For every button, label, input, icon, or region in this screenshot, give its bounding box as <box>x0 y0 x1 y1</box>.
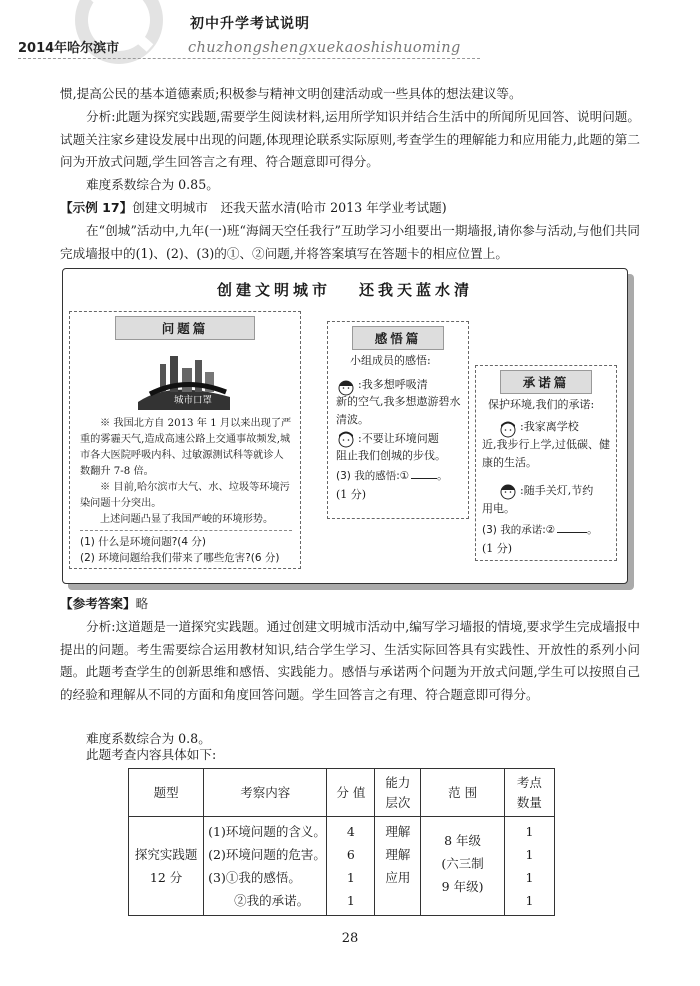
promise-intro: 保护环境,我们的承诺: <box>488 398 595 411</box>
header-divider <box>18 58 480 59</box>
example-source: (哈市 2013 年学业考试题) <box>296 200 447 215</box>
panel-promise <box>475 365 617 561</box>
panel-promise-heading: 承诺篇 <box>500 370 592 394</box>
girl-face-icon <box>498 480 518 502</box>
problem-text-2: ※ 目前,哈尔滨市大气、水、垃圾等环境污染问题十分突出。 <box>80 482 290 509</box>
poster-title-left: 创建文明城市 <box>216 281 331 299</box>
cell-level <box>375 817 421 916</box>
panel-feeling <box>327 321 469 519</box>
problem-questions <box>80 530 292 566</box>
cell-score <box>327 817 375 916</box>
type-line-2: 12 分 <box>149 870 183 885</box>
feeling-answer-blank[interactable] <box>411 478 437 479</box>
th-count-1: 考点 <box>516 774 542 790</box>
th-count <box>504 769 554 817</box>
intro-line: 惯,提高公民的基本道德素质;积极参与精神文明创建活动或一些具体的想法建议等。 <box>60 86 522 101</box>
th-scope: 范 围 <box>421 769 505 817</box>
promise-question: (3) 我的承诺:② 。 <box>482 524 598 536</box>
promise-statement-2-lead: :随手关灯,节约 <box>520 484 594 497</box>
panel-problem-heading: 问题篇 <box>115 316 255 340</box>
th-type: 题型 <box>129 769 204 817</box>
table-intro: 此题考查内容具体如下: <box>86 747 217 762</box>
table-row <box>129 817 555 916</box>
promise-statement-1-rest: 近,我步行上学,过低碳、健康的生活。 <box>482 438 610 469</box>
score-item: 1 <box>346 893 355 908</box>
example-prompt: 在“创城”活动中,九年(一)班“海阔天空任我行”互助学习小组要出一期墙报,请你参与活动,与他们共同完成墙报中的(1)、(2)、(3)的①、②问题,并将答案填写在答题卡的相应位置上。 <box>60 223 640 261</box>
th-level-1: 能力 <box>385 774 411 790</box>
count-item: 1 <box>525 847 534 862</box>
feeling-question-label: (3) 我的感悟:① <box>336 470 410 482</box>
panel-feeling-heading: 感悟篇 <box>352 326 444 350</box>
feeling-score: (1 分) <box>336 488 367 501</box>
example-heading <box>60 197 640 220</box>
table-header-row <box>129 769 555 817</box>
cell-content <box>204 817 327 916</box>
content-item: (3)①我的感悟。 <box>208 870 301 885</box>
th-content: 考察内容 <box>204 769 327 817</box>
level-item: 应用 <box>385 870 411 885</box>
feeling-question: (3) 我的感悟:① 。 <box>336 470 448 482</box>
answer-difficulty: 难度系数综合为 0.8。 <box>86 731 211 746</box>
score-item: 1 <box>346 870 355 885</box>
answer-analysis: 分析:这道题是一道探究实践题。通过创建文明城市活动中,编写学习墙报的情境,要求学生完成墙报中提出的问题。考生需要综合运用教材知识,结合学生学习、生活实际回答具有实践性、开放性的系列小问题。此题考查学生的创新思维和感悟、实践能力。感悟与承诺两个问题为开放式问题,学生可以按照自己的经验和理解从不同的方面和角度回答问题。学生回答言之有理、符合题意即可得分。 <box>60 619 640 702</box>
answer-head: 【参考答案】 <box>60 596 136 611</box>
promise-score: (1 分) <box>482 542 513 555</box>
problem-text: ※ 我国北方自 2013 年 1 月以来出现了严重的雾霾天气,造成高速公路上交通事故频发,城市各大医院呼吸内科、过敏源测试科等就诊人数翻升 7-8 倍。 <box>80 418 292 477</box>
answer-line <box>60 593 640 616</box>
intro-difficulty: 难度系数综合为 0.85。 <box>86 177 219 192</box>
count-item: 1 <box>525 893 534 908</box>
problem-question-2: (2) 环境问题给我们带来了哪些危害?(6 分) <box>80 552 280 564</box>
intro-analysis: 分析:此题为探究实践题,需要学生阅读材料,运用所学知识并结合生活中的所闻所见回答、说明问题。试题关注家乡建设发展中出现的问题,体现理论联系实际原则,考查学生的理解能力和应用能力,此题的第二问为开放式问题,学生回答言之有理、符合题意即可得分。 <box>60 109 640 169</box>
feeling-statement-2-rest: 阻止我们创城的步伐。 <box>336 449 446 462</box>
header-title: 初中升学考试说明 <box>190 16 310 32</box>
wall-poster <box>62 268 628 584</box>
content-item: (2)环境问题的危害。 <box>208 847 326 862</box>
level-item: 理解 <box>385 847 411 862</box>
poster-title-right: 还我天蓝水清 <box>359 281 474 299</box>
header-year-city: 2014年哈尔滨市 <box>18 41 120 56</box>
content-item: (1)环境问题的含义。 <box>208 824 326 839</box>
answer-value: 略 <box>135 596 149 611</box>
th-score: 分 值 <box>327 769 375 817</box>
promise-statement-1-lead: :我家离学校 <box>520 420 579 433</box>
image-label: 城市口罩 <box>174 395 213 406</box>
content-table <box>128 768 555 916</box>
scope-line-3: 9 年级) <box>441 879 484 894</box>
cell-count <box>504 817 554 916</box>
header-decoration-icon <box>60 0 178 70</box>
example-tag: 【示例 17】 <box>60 200 133 215</box>
cell-type <box>129 817 204 916</box>
score-item: 4 <box>346 824 355 839</box>
th-count-2: 数量 <box>516 794 542 810</box>
panel-problem <box>69 311 301 569</box>
page-number: 28 <box>341 931 359 946</box>
feeling-statement-1-rest: 新的空气,我多想遨游碧水清波。 <box>336 395 461 426</box>
feeling-statement-1-lead: :我多想呼吸清 <box>358 378 428 391</box>
score-item: 6 <box>346 847 355 862</box>
promise-statement-2-rest: 用电。 <box>482 502 515 515</box>
scope-line-1: 8 年级 <box>444 833 482 848</box>
poster-title <box>63 279 627 300</box>
th-level <box>375 769 421 817</box>
count-item: 1 <box>525 824 534 839</box>
feeling-intro: 小组成员的感悟: <box>350 354 431 367</box>
th-level-2: 层次 <box>385 794 411 810</box>
scope-line-2: (六三制 <box>441 856 484 871</box>
promise-question-label: (3) 我的承诺:② <box>482 524 556 536</box>
problem-question-1: (1) 什么是环境问题?(4 分) <box>80 536 206 548</box>
header-pinyin: chuzhongshengxuekaoshishuoming <box>188 40 461 56</box>
example-title: 创建文明城市 还我天蓝水清 <box>132 200 297 215</box>
feeling-statement-2-lead: :不要让环境问题 <box>358 432 439 445</box>
content-item: ②我的承诺。 <box>234 893 310 908</box>
cell-scope <box>421 817 505 916</box>
promise-answer-blank[interactable] <box>557 532 587 533</box>
count-item: 1 <box>525 870 534 885</box>
type-line-1: 探究实践题 <box>134 847 198 862</box>
level-item: 理解 <box>385 824 411 839</box>
problem-text-3: 上述问题凸显了我国严峻的环境形势。 <box>100 514 274 525</box>
